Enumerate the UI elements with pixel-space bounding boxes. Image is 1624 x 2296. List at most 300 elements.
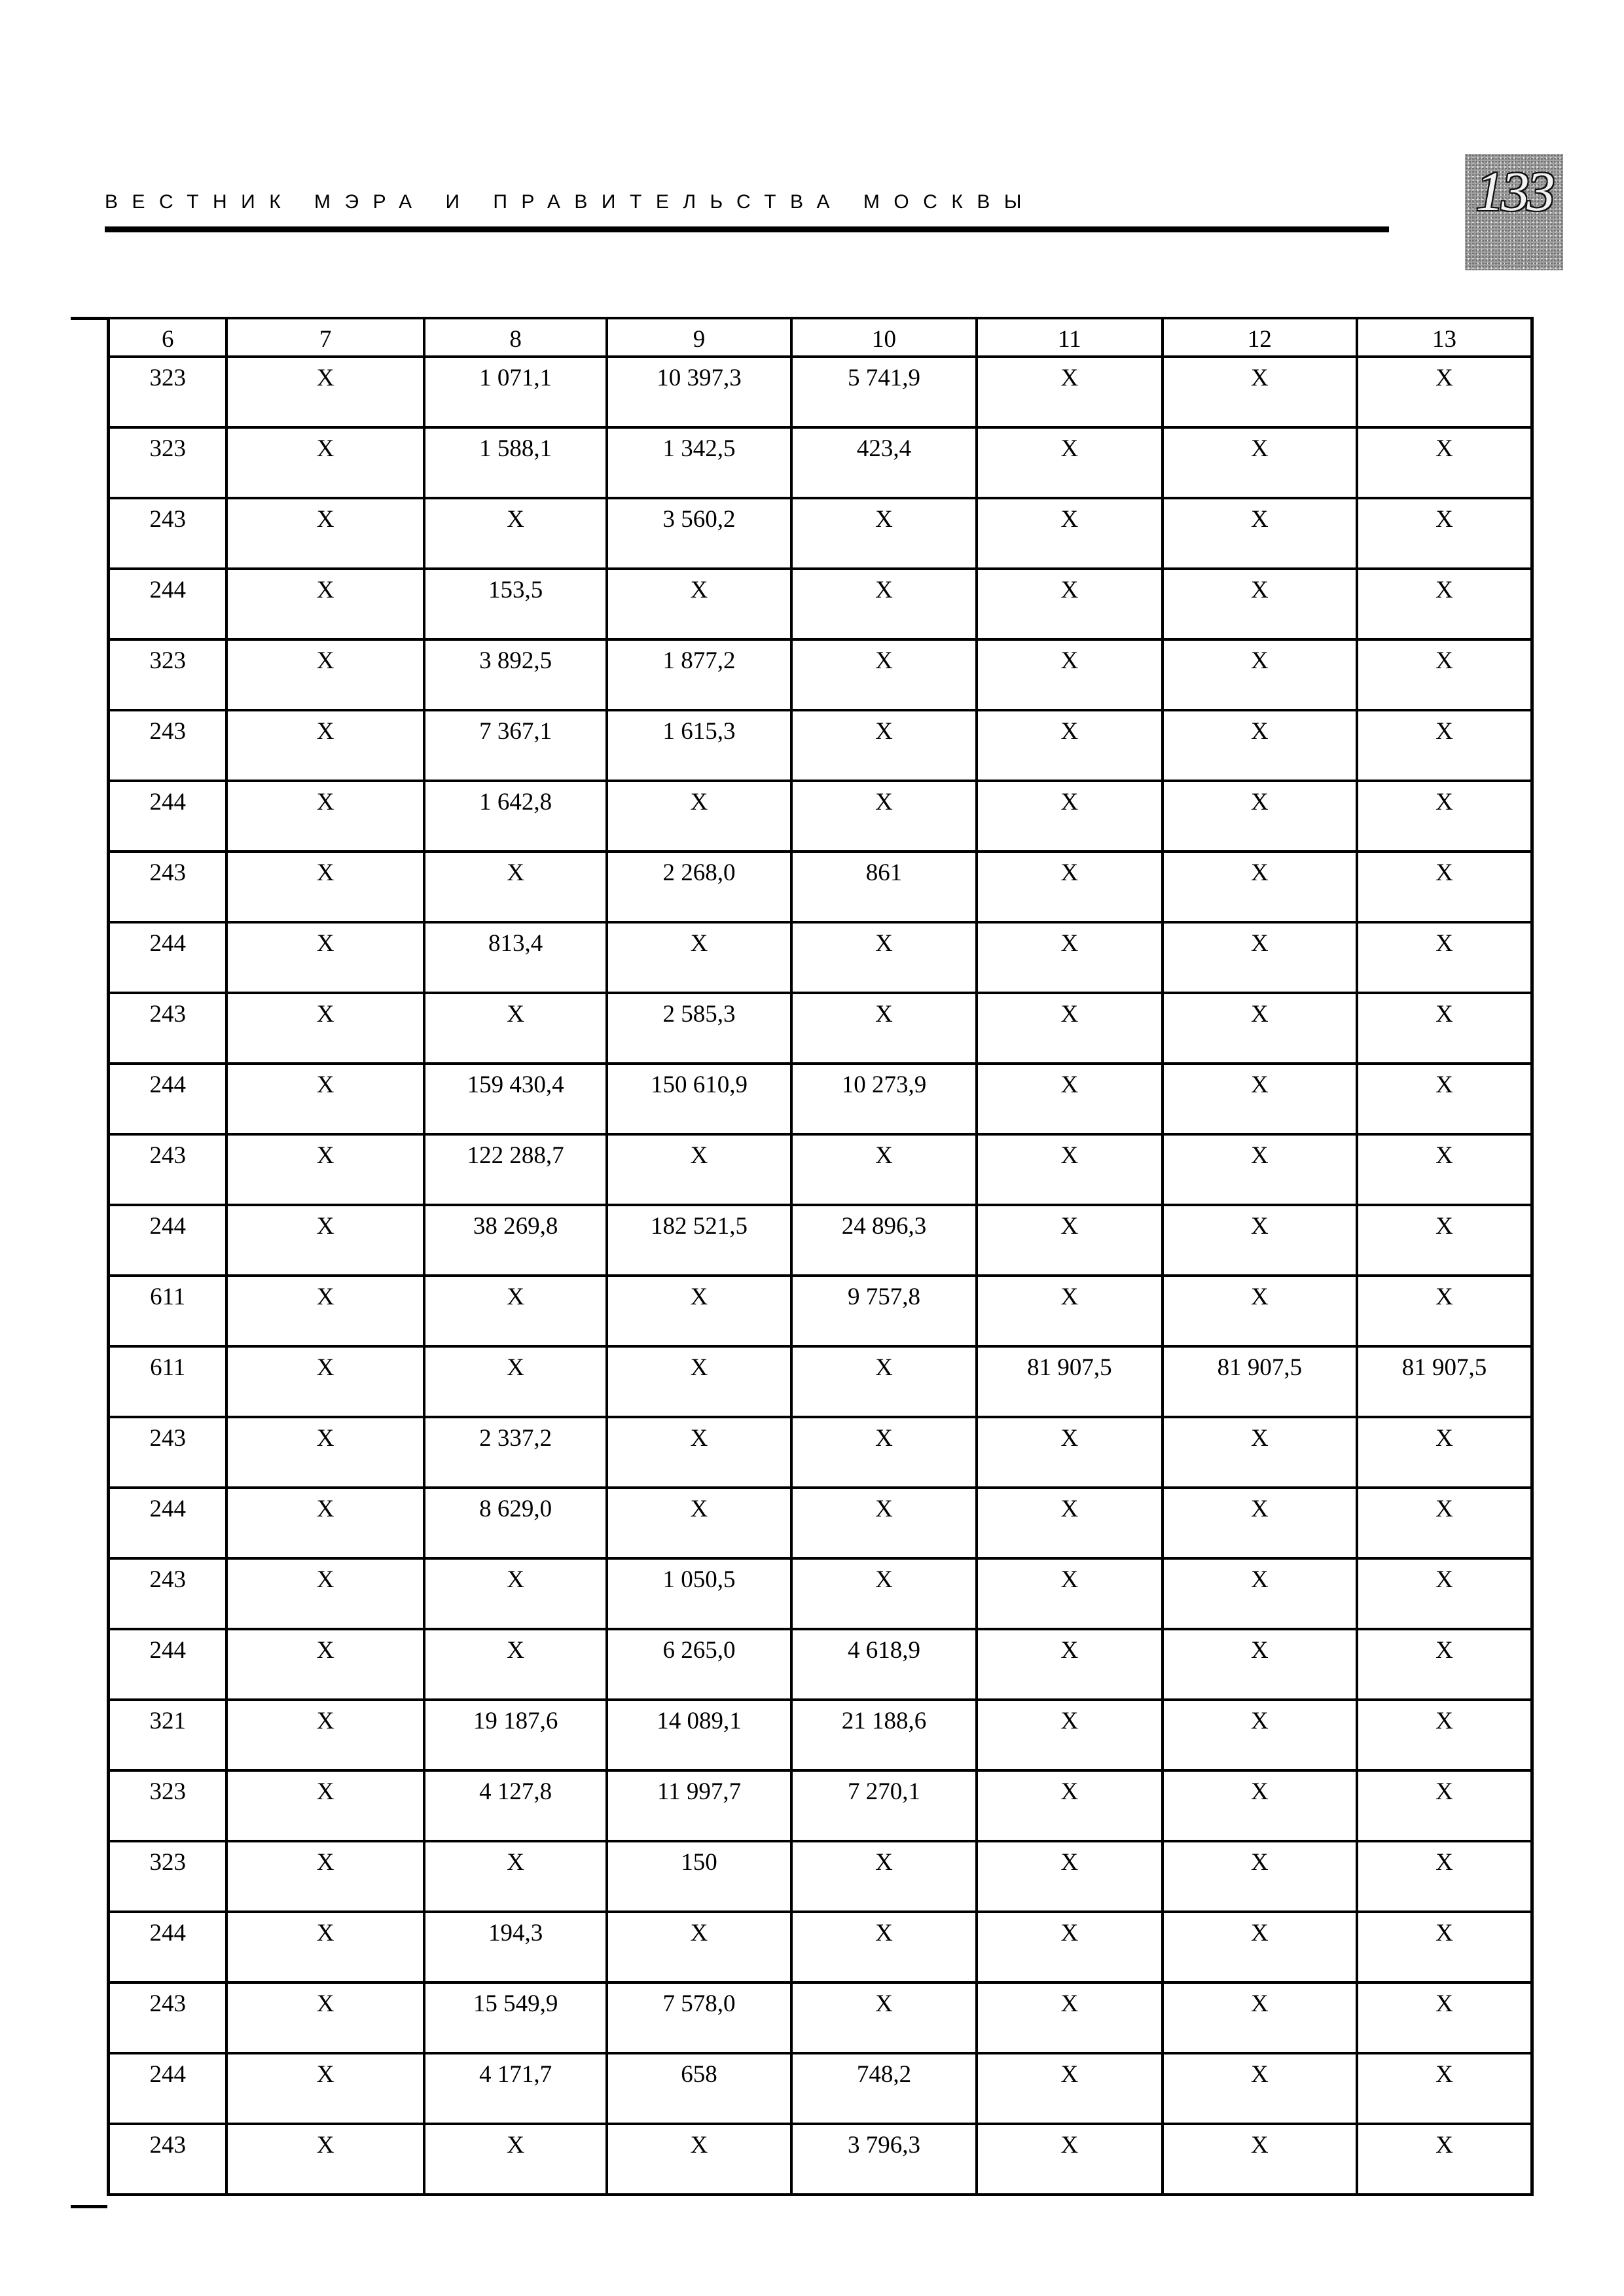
- table-cell: [226, 1770, 424, 1841]
- cell-value: Х: [1250, 1001, 1269, 1028]
- table-row: [109, 2124, 1532, 2195]
- cell-value: 748,2: [856, 2061, 912, 2088]
- cell-value: Х: [1060, 789, 1079, 816]
- table-cell: [226, 1912, 424, 1982]
- cell-value: Х: [507, 2132, 524, 2159]
- cell-value: Х: [316, 1990, 334, 2017]
- cell-value: Х: [1060, 1990, 1079, 2017]
- cell-value: 3 892,5: [479, 647, 552, 674]
- cell-value: Х: [690, 1283, 708, 1310]
- table-cell: [791, 569, 977, 639]
- table-cell: [1357, 569, 1532, 639]
- table-cell: [109, 1346, 227, 1417]
- table-row: [109, 1064, 1532, 1134]
- cell-value: Х: [1250, 647, 1269, 674]
- column-header: [1163, 318, 1358, 357]
- table-cell: [424, 1912, 607, 1982]
- journal-title: ВЕСТНИК МЭРА И ПРАВИТЕЛЬСТВА МОСКВЫ: [105, 191, 1036, 213]
- cell-value: Х: [1435, 930, 1453, 957]
- cell-value: Х: [1250, 718, 1269, 745]
- table-cell: [1163, 922, 1358, 993]
- cell-value: Х: [1250, 435, 1269, 462]
- table-cell: [1357, 710, 1532, 781]
- table-cell: [226, 710, 424, 781]
- cell-value: Х: [316, 718, 334, 745]
- column-header-label: 8: [509, 326, 522, 353]
- cell-value: Х: [1060, 1778, 1079, 1805]
- cell-value: 6 265,0: [662, 1637, 736, 1664]
- cell-value: 2 585,3: [662, 1001, 736, 1028]
- column-header: [109, 318, 227, 357]
- table-cell: [607, 1770, 791, 1841]
- table-cell: [1163, 1346, 1358, 1417]
- cell-value: 243: [149, 1425, 186, 1452]
- table-cell: [424, 569, 607, 639]
- cell-value: 2 337,2: [479, 1425, 552, 1452]
- table-cell: [1163, 569, 1358, 639]
- table-cell: [424, 1276, 607, 1346]
- table-cell: [1357, 1700, 1532, 1770]
- table-cell: [109, 1134, 227, 1205]
- table-row: [109, 852, 1532, 922]
- table-cell: [109, 1841, 227, 1912]
- cell-value: Х: [690, 1496, 708, 1522]
- cell-value: Х: [1435, 1283, 1453, 1310]
- column-header-label: 9: [693, 326, 706, 353]
- table-cell: [791, 1982, 977, 2053]
- table-cell: [109, 1558, 227, 1629]
- table-cell: [791, 852, 977, 922]
- cell-value: Х: [1435, 1637, 1453, 1664]
- table-cell: [607, 1276, 791, 1346]
- cell-value: Х: [1435, 1496, 1453, 1522]
- table-cell: [791, 498, 977, 569]
- cell-value: 24 896,3: [841, 1213, 927, 1240]
- table-cell: [1357, 852, 1532, 922]
- table-cell: [1357, 1346, 1532, 1417]
- table-row: [109, 1205, 1532, 1276]
- table-cell: [1163, 1134, 1358, 1205]
- table-cell: [791, 357, 977, 427]
- table-cell: [977, 1205, 1162, 1276]
- table-cell: [226, 1841, 424, 1912]
- table-cell: [607, 1912, 791, 1982]
- table-row: [109, 1346, 1532, 1417]
- cell-value: 244: [149, 1920, 186, 1946]
- table-cell: [424, 1205, 607, 1276]
- table-cell: [109, 1629, 227, 1700]
- table-cell: [226, 427, 424, 498]
- cell-value: 21 188,6: [841, 1708, 927, 1734]
- table-cell: [791, 1417, 977, 1488]
- table-cell: [1357, 2053, 1532, 2124]
- cell-value: Х: [316, 1778, 334, 1805]
- table-cell: [1163, 2124, 1358, 2195]
- cell-value: Х: [1250, 2132, 1269, 2159]
- table-cell: [1357, 1841, 1532, 1912]
- table-cell: [791, 1488, 977, 1558]
- cell-value: 1 071,1: [479, 365, 552, 391]
- cell-value: Х: [690, 789, 708, 816]
- cell-value: 813,4: [488, 930, 543, 957]
- cell-value: Х: [316, 1920, 334, 1946]
- table-row: [109, 781, 1532, 852]
- cell-value: Х: [1250, 1849, 1269, 1876]
- table-cell: [424, 922, 607, 993]
- table-cell: [607, 427, 791, 498]
- table-row: [109, 1488, 1532, 1558]
- cell-value: 243: [149, 718, 186, 745]
- cell-value: 10 273,9: [841, 1071, 927, 1098]
- table-cell: [977, 569, 1162, 639]
- cell-value: Х: [316, 647, 334, 674]
- cell-value: Х: [316, 1566, 334, 1593]
- table-cell: [1357, 427, 1532, 498]
- table-cell: [1357, 1488, 1532, 1558]
- table-cell: [424, 1064, 607, 1134]
- table-cell: [1357, 1912, 1532, 1982]
- cell-value: Х: [507, 1637, 524, 1664]
- table-cell: [791, 993, 977, 1064]
- table-cell: [109, 1770, 227, 1841]
- cell-value: Х: [875, 1496, 893, 1522]
- cell-value: Х: [875, 930, 893, 957]
- cell-value: Х: [1060, 506, 1079, 533]
- table-cell: [424, 357, 607, 427]
- table-cell: [424, 498, 607, 569]
- table-cell: [977, 1700, 1162, 1770]
- cell-value: Х: [1435, 506, 1453, 533]
- column-header: [424, 318, 607, 357]
- cell-value: Х: [690, 1425, 708, 1452]
- table-cell: [977, 922, 1162, 993]
- table-cell: [607, 1346, 791, 1417]
- table-cell: [1163, 498, 1358, 569]
- table-cell: [424, 1770, 607, 1841]
- cell-value: Х: [1060, 365, 1079, 391]
- cell-value: Х: [507, 859, 524, 886]
- table-cell: [109, 1205, 227, 1276]
- table-row: [109, 922, 1532, 993]
- table-cell: [424, 2124, 607, 2195]
- cell-value: Х: [1060, 1849, 1079, 1876]
- cell-value: Х: [316, 2132, 334, 2159]
- table-cell: [1357, 922, 1532, 993]
- table-cell: [1357, 1276, 1532, 1346]
- table-cell: [424, 1417, 607, 1488]
- cell-value: Х: [690, 1920, 708, 1946]
- table-cell: [1163, 1276, 1358, 1346]
- table-cell: [607, 639, 791, 710]
- table-cell: [109, 569, 227, 639]
- cell-value: Х: [1435, 1708, 1453, 1734]
- table-cell: [791, 781, 977, 852]
- page-number: 133: [1475, 160, 1553, 223]
- cell-value: Х: [1060, 930, 1079, 957]
- table-cell: [1357, 1558, 1532, 1629]
- table-cell: [791, 710, 977, 781]
- cell-value: Х: [1250, 577, 1269, 603]
- table-cell: [226, 922, 424, 993]
- cell-value: 244: [149, 1213, 186, 1240]
- cell-value: Х: [1435, 1778, 1453, 1805]
- table-cell: [1163, 1770, 1358, 1841]
- table-cell: [226, 1982, 424, 2053]
- table-cell: [977, 2053, 1162, 2124]
- cell-value: Х: [875, 1425, 893, 1452]
- table-cell: [1163, 710, 1358, 781]
- cell-value: Х: [316, 859, 334, 886]
- cell-value: Х: [1250, 859, 1269, 886]
- table-cell: [1357, 639, 1532, 710]
- table-cell: [109, 2053, 227, 2124]
- cell-value: 7 270,1: [847, 1778, 920, 1805]
- table-cell: [424, 710, 607, 781]
- table-row: [109, 1700, 1532, 1770]
- table-cell: [607, 852, 791, 922]
- cell-value: Х: [1060, 1283, 1079, 1310]
- cell-value: Х: [316, 930, 334, 957]
- table-cell: [1163, 1205, 1358, 1276]
- table-cell: [424, 993, 607, 1064]
- table-cell: [226, 993, 424, 1064]
- table-cell: [791, 1346, 977, 1417]
- table-cell: [1163, 781, 1358, 852]
- cell-value: Х: [1060, 1142, 1079, 1169]
- table-cell: [1163, 1558, 1358, 1629]
- table-row: [109, 1276, 1532, 1346]
- cell-value: Х: [1435, 1071, 1453, 1098]
- cell-value: Х: [507, 1001, 524, 1028]
- cell-value: 7 367,1: [479, 718, 552, 745]
- table-row: [109, 357, 1532, 427]
- table-cell: [977, 2124, 1162, 2195]
- cell-value: Х: [1250, 1425, 1269, 1452]
- table-row: [109, 1770, 1532, 1841]
- table-cell: [226, 1346, 424, 1417]
- column-header-label: 6: [161, 326, 174, 353]
- cell-value: 7 578,0: [662, 1990, 736, 2017]
- table-cell: [1357, 1205, 1532, 1276]
- table-cell: [424, 781, 607, 852]
- table-cell: [424, 427, 607, 498]
- table-cell: [109, 781, 227, 852]
- table-cell: [607, 569, 791, 639]
- table-cell: [791, 1064, 977, 1134]
- column-header: [226, 318, 424, 357]
- cell-value: Х: [1435, 647, 1453, 674]
- cell-value: Х: [1060, 1213, 1079, 1240]
- table-row: [109, 427, 1532, 498]
- table-cell: [109, 427, 227, 498]
- cell-value: Х: [316, 1354, 334, 1381]
- table-cell: [977, 1417, 1162, 1488]
- table-row: [109, 1912, 1532, 1982]
- cell-value: Х: [690, 577, 708, 603]
- column-header: [607, 318, 791, 357]
- table-row: [109, 2053, 1532, 2124]
- cell-value: Х: [1435, 2132, 1453, 2159]
- cell-value: 19 187,6: [473, 1708, 558, 1734]
- table-cell: [977, 1912, 1162, 1982]
- cell-value: 150: [681, 1849, 717, 1876]
- cell-value: 4 127,8: [479, 1778, 552, 1805]
- cell-value: Х: [316, 1071, 334, 1098]
- cell-value: Х: [875, 718, 893, 745]
- cell-value: Х: [875, 506, 893, 533]
- cell-value: Х: [1060, 1566, 1079, 1593]
- table-cell: [977, 1064, 1162, 1134]
- cell-value: 81 907,5: [1027, 1354, 1112, 1381]
- table-cell: [1357, 1770, 1532, 1841]
- cell-value: 1 642,8: [479, 789, 552, 816]
- table-cell: [977, 993, 1162, 1064]
- cell-value: Х: [316, 1142, 334, 1169]
- cell-value: Х: [316, 506, 334, 533]
- column-header-label: 7: [319, 326, 332, 353]
- table-cell: [977, 639, 1162, 710]
- cell-value: 3 560,2: [662, 506, 736, 533]
- budget-table: [107, 317, 1534, 2196]
- cell-value: Х: [1250, 1920, 1269, 1946]
- table-cell: [977, 1841, 1162, 1912]
- table-cell: [607, 1417, 791, 1488]
- table-cell: [1357, 1417, 1532, 1488]
- table-cell: [977, 357, 1162, 427]
- cell-value: Х: [690, 1354, 708, 1381]
- table-row: [109, 1558, 1532, 1629]
- table-cell: [1357, 1629, 1532, 1700]
- table-cell: [791, 1629, 977, 1700]
- cell-value: 244: [149, 789, 186, 816]
- table-cell: [109, 1417, 227, 1488]
- table-cell: [607, 357, 791, 427]
- cell-value: Х: [875, 577, 893, 603]
- cell-value: 4 171,7: [479, 2061, 552, 2088]
- cell-value: 11 997,7: [657, 1778, 742, 1805]
- cell-value: Х: [1250, 1213, 1269, 1240]
- table-cell: [424, 1700, 607, 1770]
- cell-value: Х: [875, 1566, 893, 1593]
- cell-value: Х: [507, 506, 524, 533]
- column-header: [977, 318, 1162, 357]
- cell-value: 243: [149, 2132, 186, 2159]
- table-cell: [109, 1700, 227, 1770]
- table-cell: [226, 1629, 424, 1700]
- table-cell: [1163, 852, 1358, 922]
- cell-value: Х: [875, 789, 893, 816]
- table-cell: [226, 1488, 424, 1558]
- cell-value: Х: [875, 1849, 893, 1876]
- cell-value: 244: [149, 930, 186, 957]
- cell-value: Х: [875, 647, 893, 674]
- cell-value: 182 521,5: [651, 1213, 748, 1240]
- cell-value: 244: [149, 2061, 186, 2088]
- table-cell: [791, 1700, 977, 1770]
- table-cell: [977, 710, 1162, 781]
- table-cell: [109, 639, 227, 710]
- table-cell: [424, 1841, 607, 1912]
- table-cell: [977, 427, 1162, 498]
- table-cell: [977, 1346, 1162, 1417]
- table-cell: [424, 1488, 607, 1558]
- cell-value: 243: [149, 506, 186, 533]
- cell-value: 423,4: [856, 435, 912, 462]
- cell-value: Х: [1250, 1566, 1269, 1593]
- cell-value: Х: [1435, 1213, 1453, 1240]
- cell-value: Х: [316, 1283, 334, 1310]
- table-row: [109, 1134, 1532, 1205]
- table-row: [109, 710, 1532, 781]
- cell-value: Х: [1435, 859, 1453, 886]
- table-cell: [607, 1841, 791, 1912]
- cell-value: 658: [681, 2061, 717, 2088]
- cell-value: Х: [316, 2061, 334, 2088]
- cell-value: Х: [1250, 1283, 1269, 1310]
- column-header-label: 10: [871, 326, 896, 353]
- table-cell: [226, 357, 424, 427]
- table-cell: [109, 1488, 227, 1558]
- cell-value: Х: [1435, 789, 1453, 816]
- cell-value: Х: [1060, 1001, 1079, 1028]
- cell-value: Х: [1250, 1637, 1269, 1664]
- cell-value: Х: [1250, 1778, 1269, 1805]
- table-cell: [791, 2053, 977, 2124]
- table-cell: [977, 1982, 1162, 2053]
- table-cell: [1357, 993, 1532, 1064]
- cell-value: Х: [316, 1637, 334, 1664]
- column-header-label: 13: [1432, 326, 1457, 353]
- cell-value: 611: [150, 1283, 186, 1310]
- cell-value: Х: [1250, 789, 1269, 816]
- cell-value: Х: [1435, 435, 1453, 462]
- cell-value: Х: [1060, 2061, 1079, 2088]
- cell-value: 323: [149, 435, 186, 462]
- table-cell: [1163, 1841, 1358, 1912]
- table-cell: [1357, 1064, 1532, 1134]
- column-header: [791, 318, 977, 357]
- table-cell: [607, 1558, 791, 1629]
- cell-value: 323: [149, 647, 186, 674]
- table-cell: [109, 1064, 227, 1134]
- cell-value: Х: [1435, 2061, 1453, 2088]
- cell-value: Х: [507, 1566, 524, 1593]
- cell-value: 323: [149, 365, 186, 391]
- table-cell: [109, 1912, 227, 1982]
- table-row: [109, 1982, 1532, 2053]
- table-cell: [1357, 1134, 1532, 1205]
- column-header-label: 12: [1247, 326, 1272, 353]
- cell-value: Х: [875, 1920, 893, 1946]
- cell-value: Х: [1060, 1708, 1079, 1734]
- cell-value: Х: [1060, 1071, 1079, 1098]
- table-cell: [424, 2053, 607, 2124]
- cell-value: 15 549,9: [473, 1990, 558, 2017]
- table-cell: [226, 781, 424, 852]
- table-cell: [607, 922, 791, 993]
- cell-value: 14 089,1: [657, 1708, 742, 1734]
- table-cell: [977, 1276, 1162, 1346]
- table-cell: [226, 1558, 424, 1629]
- table-cell: [1357, 2124, 1532, 2195]
- cell-value: 1 615,3: [662, 718, 736, 745]
- table-cell: [791, 427, 977, 498]
- cell-value: 9 757,8: [847, 1283, 920, 1310]
- cell-value: Х: [690, 2132, 708, 2159]
- table-cell: [607, 710, 791, 781]
- cell-value: 323: [149, 1778, 186, 1805]
- table-cell: [607, 1982, 791, 2053]
